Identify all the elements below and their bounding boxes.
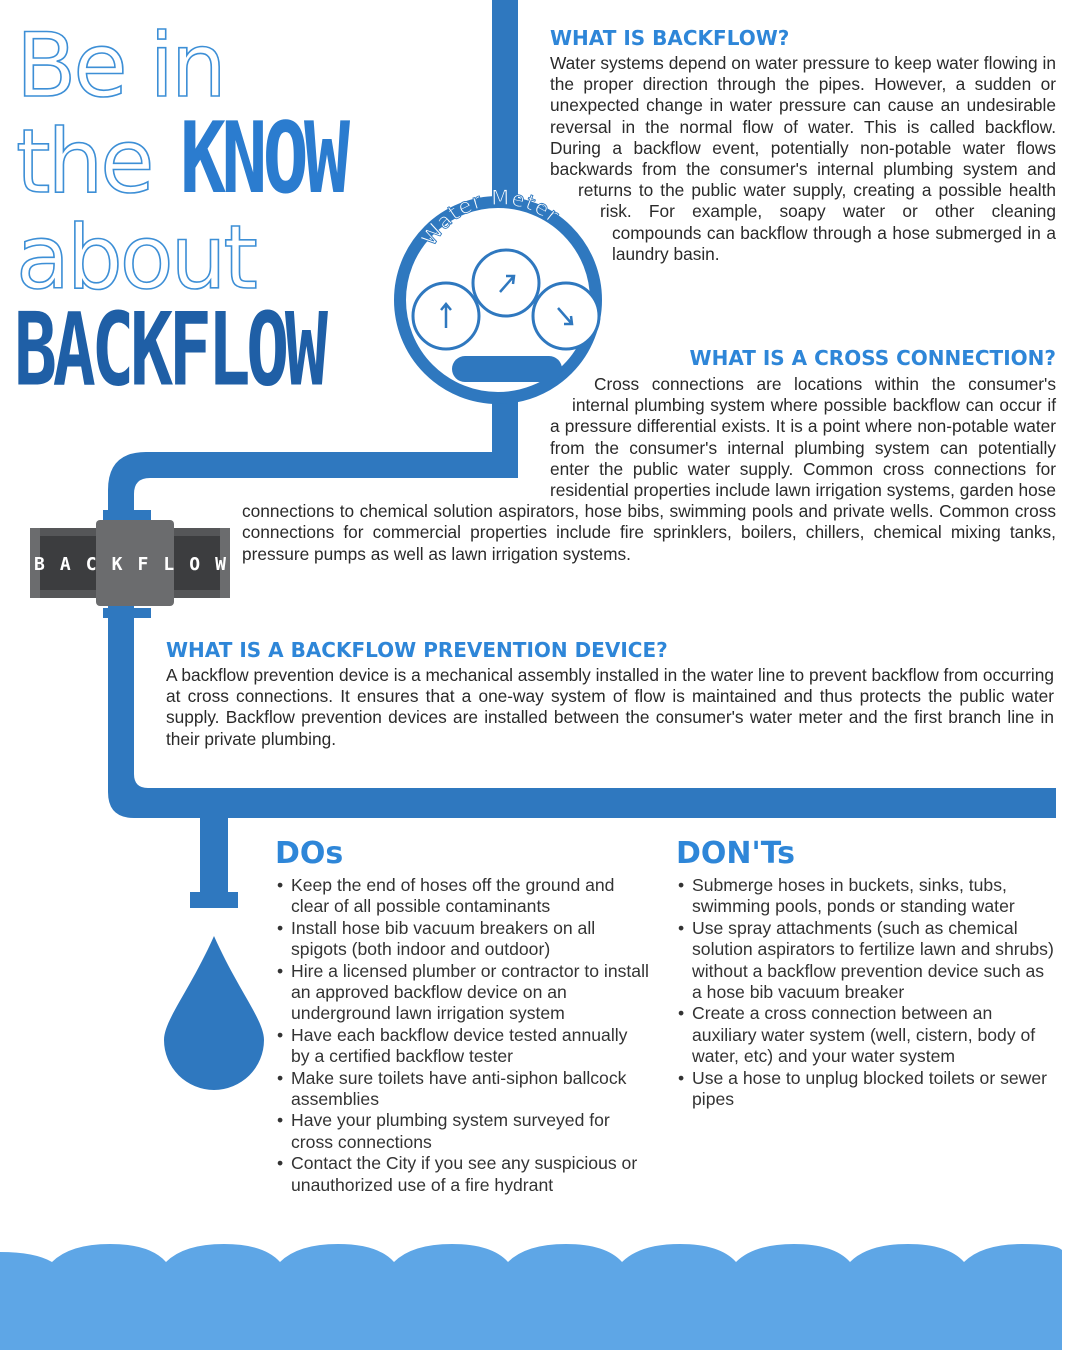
list-item: • Submerge hoses in buckets, sinks, tubs, swimming pools, ponds or standing water: [676, 875, 1056, 918]
prevention-device-text: A backflow prevention device is a mechanical assembly installed in the water line to prevent backflow from occurring at cross connections. It ensures that a one-way system of flow is maintained and thus protects the public water supply. Backflow prevention devices are installed between the consumer's water meter and the first branch line in their private plumbing.: [166, 665, 1054, 749]
title-line-be-in: Be in: [16, 14, 224, 117]
cross-connection-heading: WHAT IS A CROSS CONNECTION?: [689, 346, 1056, 370]
valve-letter: O: [189, 554, 201, 575]
dos-heading: DOs: [275, 836, 344, 871]
wrap-spacer: [242, 395, 572, 416]
dos-list: [275, 875, 650, 1196]
list-item: • Install hose bib vacuum breakers on all spigots (both indoor and outdoor): [275, 918, 650, 961]
title-word-about: about: [16, 206, 255, 309]
backflow-heading: WHAT IS BACKFLOW?: [550, 26, 790, 50]
meter-label: Water Meter: [416, 185, 565, 251]
pipe-collar-top: [103, 510, 151, 520]
valve-letter: F: [137, 554, 149, 575]
water-waves: [0, 1244, 1062, 1350]
title-word-know: KNOW: [180, 102, 346, 216]
pipe-top-segment: [492, 0, 518, 218]
pipe-collar-bottom: [103, 608, 151, 618]
title-word-backflow: BACKFLOW: [14, 291, 324, 410]
cross-connection-paragraph: [242, 374, 1056, 565]
donts-column: [676, 836, 1056, 1110]
valve-letter: A: [59, 554, 71, 575]
list-item: • Have each backflow device tested annually by a certified backflow tester: [275, 1025, 650, 1068]
prevention-device-paragraph: [166, 665, 1054, 750]
list-item: • Hire a licensed plumber or contractor to install an approved backflow device on an underground lawn irrigation system: [275, 961, 650, 1025]
faucet-collar: [190, 892, 238, 908]
valve-letter: B: [34, 554, 45, 575]
cross-connection-text: Cross connections are locations within the consumer's internal plumbing system where possible backflow can occur if a pressure differential exists. It is a point where non-potable water from the consumer's internal plumbing system can potentially enter the public water supply. Common cross connections for residential properties include lawn irrigation systems, garden hose connections to chemical solution aspirators, hose bibs, swimming pools and private wells. Common cross connections for commercial properties include fire sprinklers, boilers, chillers, chemical mixing tanks, pressure pumps as well as lawn irrigation systems.: [242, 374, 1056, 564]
wrap-spacer: [550, 243, 612, 287]
valve-letter: L: [163, 554, 175, 575]
list-item: • Contact the City if you see any suspicious or unauthorized use of a fire hydrant: [275, 1153, 650, 1196]
wrap-spacer: [242, 416, 550, 501]
backflow-valve-label: [34, 554, 226, 575]
backflow-text: Water systems depend on water pressure to keep water flowing in the proper direction through the pipes. However, a sudden or unexpected change in water pressure can cause an undesirable reversal in the normal flow of water. This is called backflow. During a backflow event, potentially non-potable water flows backwards from the consumer's internal plumbing system and returns to the public water supply, creating a possible health risk. For example, soapy water or other cleaning compounds can backflow through a hose submerged in a laundry basin.: [550, 53, 1056, 264]
list-item: • Use spray attachments (such as chemical solution aspirators to fertilize lawn and shrubs) without a backflow prevention device such as a hose bib vacuum breaker: [676, 918, 1056, 1004]
list-item: • Make sure toilets have anti-siphon ballcock assemblies: [275, 1068, 650, 1111]
donts-heading: DON'Ts: [676, 836, 796, 871]
list-item: • Use a hose to unplug blocked toilets or sewer pipes: [676, 1068, 1056, 1111]
list-item: • Create a cross connection between an auxiliary water system (well, cistern, body of water, etc) and your water system: [676, 1003, 1056, 1067]
donts-list: [676, 875, 1056, 1110]
list-item: • Keep the end of hoses off the ground and clear of all possible contaminants: [275, 875, 650, 918]
backflow-paragraph: [550, 53, 1056, 287]
list-item: • Have your plumbing system surveyed for cross connections: [275, 1110, 650, 1153]
water-drop-icon: [164, 936, 264, 1090]
valve-letter: C: [85, 554, 97, 575]
valve-letter: W: [215, 554, 226, 575]
dos-column: [275, 836, 650, 1196]
valve-letter: K: [111, 554, 123, 575]
title-word-the: the: [16, 110, 152, 213]
wrap-spacer: [550, 201, 578, 222]
pipe-elbow-lower: [108, 760, 1056, 818]
faucet-pipe: [200, 818, 228, 894]
prevention-device-heading: WHAT IS A BACKFLOW PREVENTION DEVICE?: [166, 638, 668, 662]
wrap-spacer: [550, 222, 600, 243]
wrap-spacer: [242, 374, 594, 395]
